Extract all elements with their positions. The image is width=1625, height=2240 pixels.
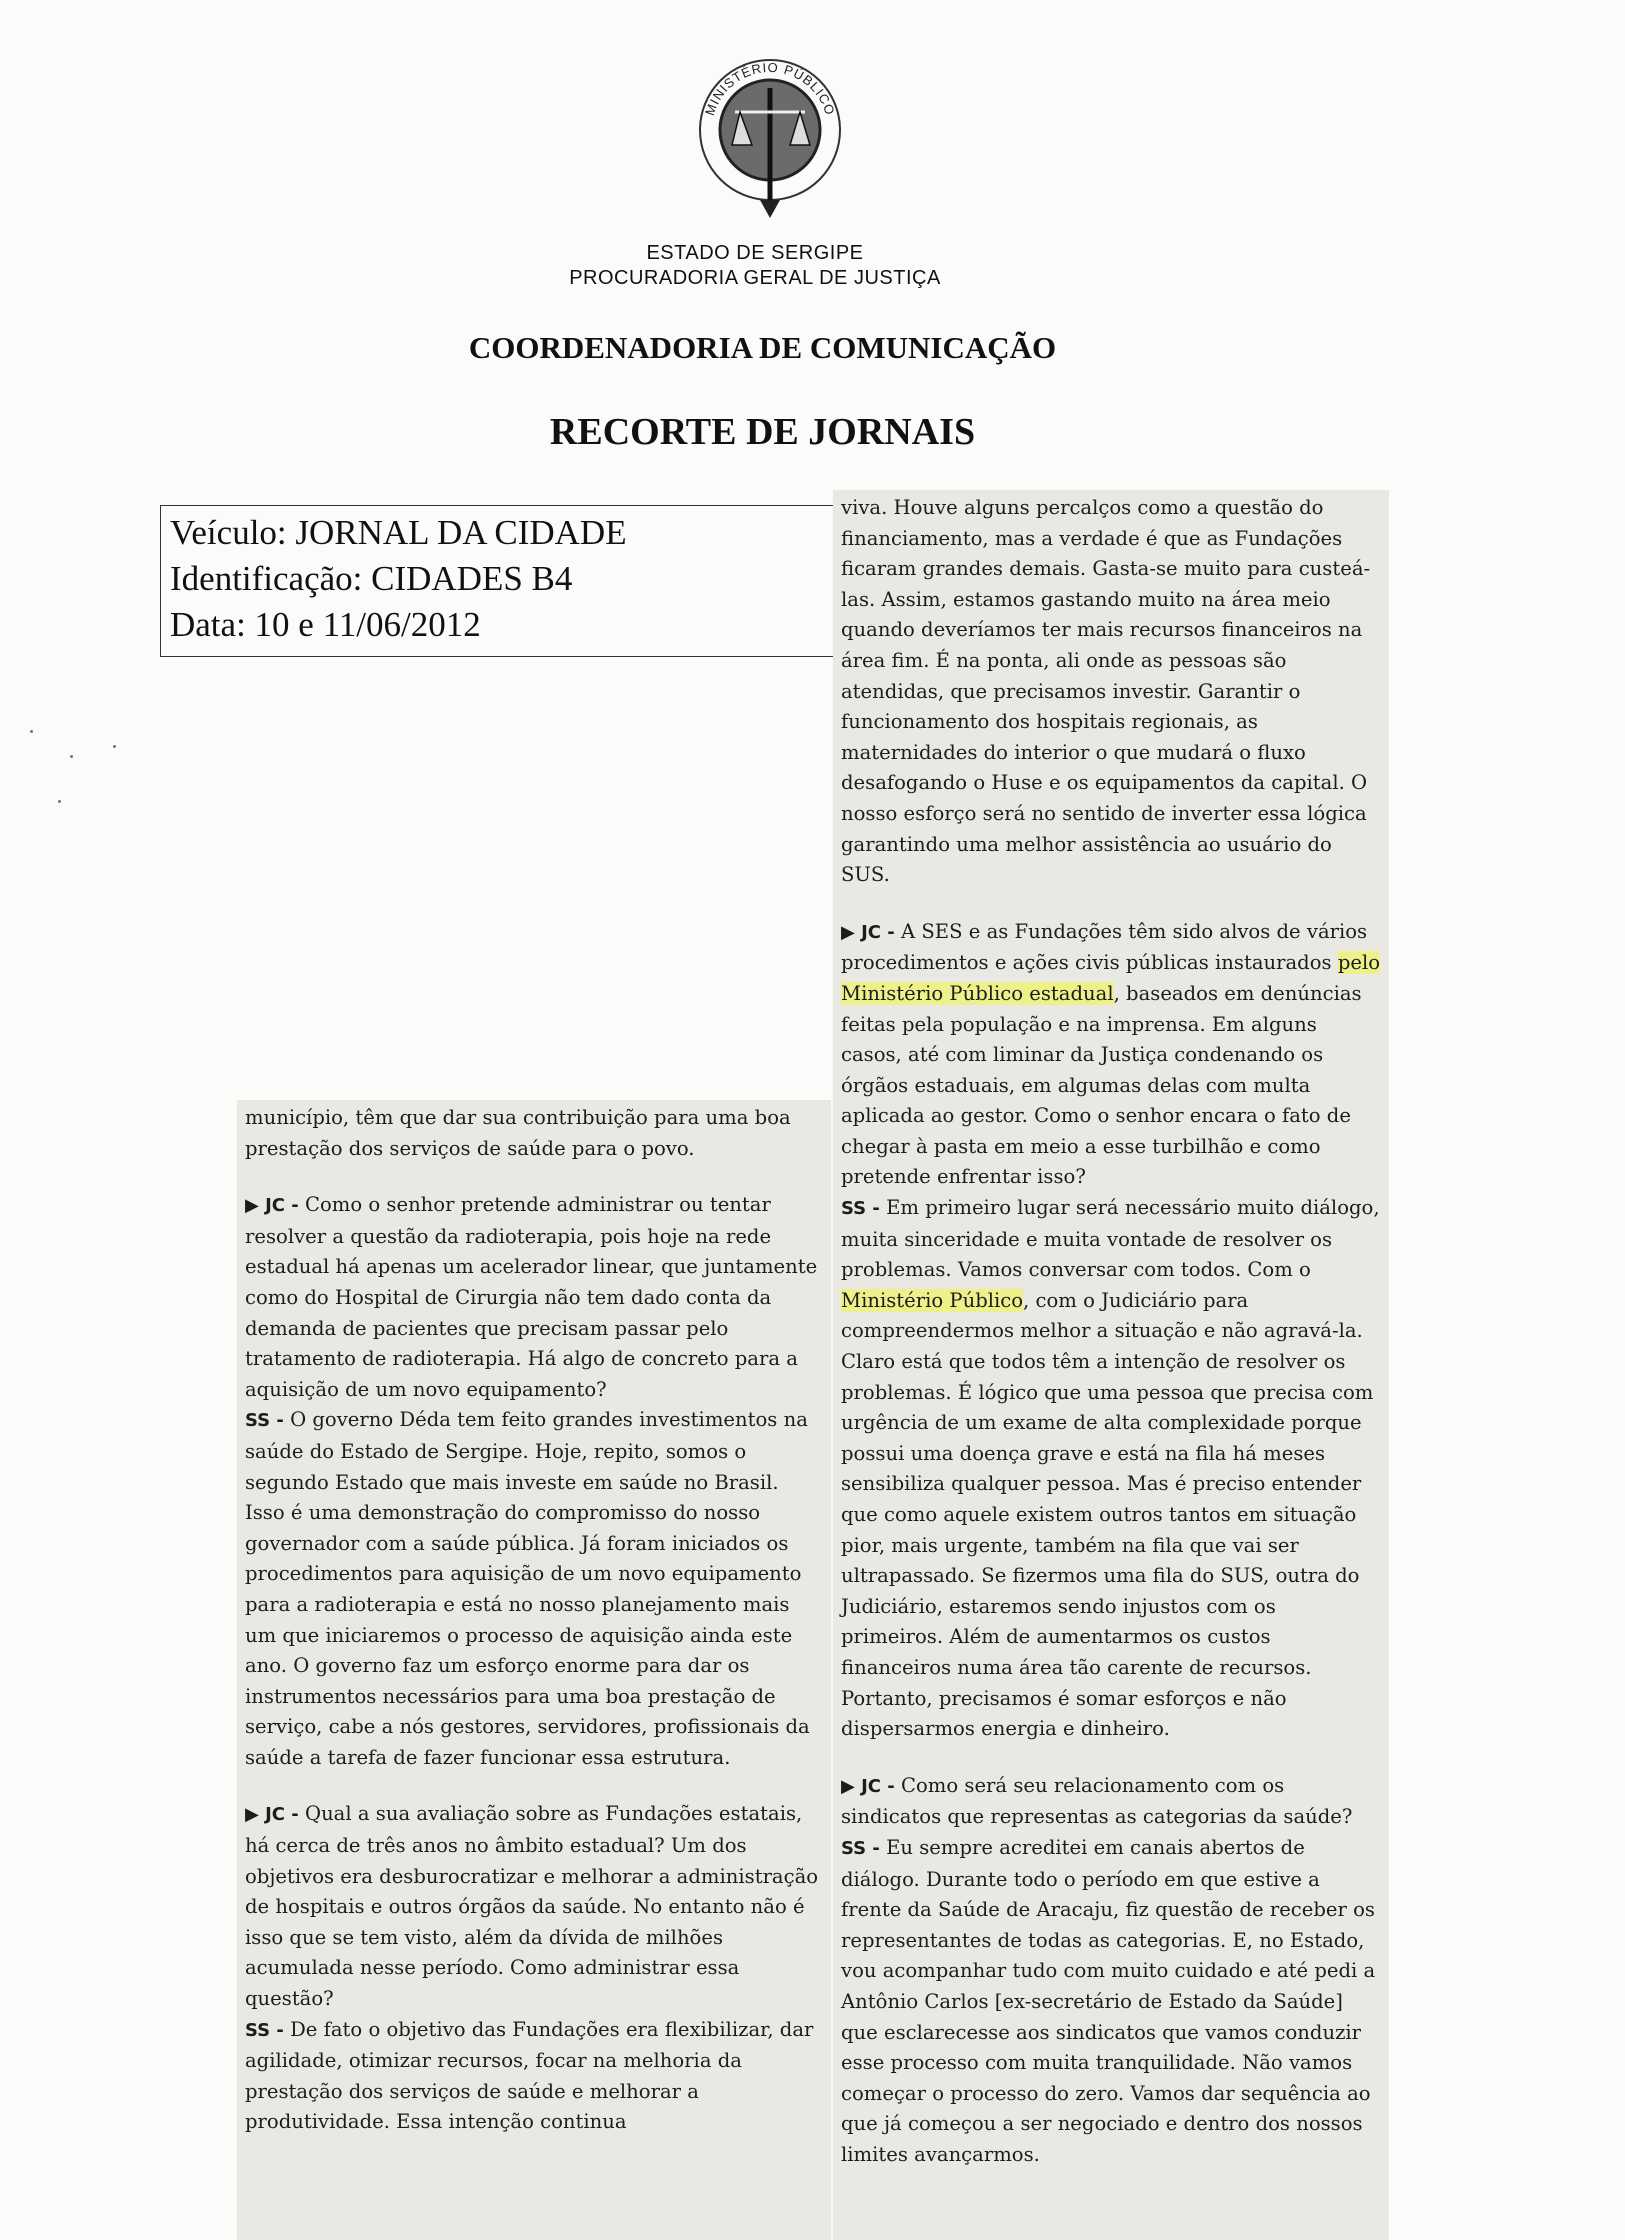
clipping-info: [170, 510, 810, 648]
scan-speck: [113, 745, 116, 748]
scan-speck: [70, 755, 73, 758]
answer-ss-1: SS - O governo Déda tem feito grandes investimentos na saúde do Estado de Sergipe. Hoje, repito, somos o segundo Estado que mais investe em saúde no Brasil. Isso é uma demonstração do compromisso do nosso governador com a saúde pública. Já foram iniciados os procedimentos para aquisição de um novo equipamento para a radioterapia e está no nosso planejamento mais um que iniciaremos o processo de aquisição ainda este ano. O governo faz um esforço enorme para dar os instrumentos necessários para uma boa prestação de serviço, cabe a nós gestores, servidores, profissionais da saúde a tarefa de fazer funcionar essa estrutura.: [245, 1408, 810, 1769]
answer-ss-3: SS - Em primeiro lugar será necessário muito diálogo, muita sinceridade e muita vontade de resolver os problemas. Vamos conversar com todos. Com o Ministério Público, com o Judiciário para compreendermos melhor a situação e não agravá-la. Claro está que todos têm a intenção de resolver os problemas. É lógico que uma pessoa que precisa com urgência de um exame de alta complexidade porque possui uma doença grave e está na fila há meses sensibiliza qualquer pessoa. Mas é preciso entender que como aquele existem outros tantos em situação pior, mais urgente, também na fila que vai ser ultrapassado. Se fizermos uma fila do SUS, outra do Judiciário, estaremos sendo injustos com os primeiros. Além de aumentarmos os custos financeiros numa área tão carente de recursos. Portanto, precisamos é somar esforços e não dispersarmos energia e dinheiro.: [841, 1196, 1380, 1741]
ministerio-publico-seal: [690, 50, 850, 220]
newspaper-clip-left: [237, 1100, 831, 2240]
highlight-ministerio-publico-estadual: pelo Ministério Público estadual: [841, 951, 1381, 1005]
answer-continuation: município, têm que dar sua contribuição para uma boa prestação dos serviços de saúde para o povo.: [245, 1106, 791, 1160]
answer-ss-2: SS - De fato o objetivo das Fundações era flexibilizar, dar agilidade, otimizar recursos, focar na melhoria da prestação dos serviços de saúde e melhorar a produtividade. Essa intenção continua: [245, 2017, 814, 2134]
state-name: ESTADO DE SERGIPE: [646, 242, 864, 264]
question-marker-icon: ▶: [245, 1804, 266, 1826]
answer-ss-4: SS - Eu sempre acreditei em canais abertos de diálogo. Durante todo o período em que estive a frente da Saúde de Aracaju, fiz questão de receber os representantes de todas as categorias. E, no Estado, vou acompanhar tudo com muito cuidado e até pedi a Antônio Carlos [ex-secretário de Estado da Saúde] que esclarecesse aos sindicatos que vamos conduzir esse processo com muita tranquilidade. Não vamos começar o processo do zero. Vamos dar sequência ao que já começou a ser negociado e dentro dos nossos limites avançarmos.: [841, 1835, 1376, 2166]
question-jc-4: ▶ JC - Como será seu relacionamento com os sindicatos que representas as categorias da saúde?: [841, 1773, 1353, 1829]
date-label: Data: 10 e 11/06/2012: [170, 605, 481, 644]
scan-speck: [30, 730, 33, 733]
seal-text: MINISTÉRIO PÚBLICO: [701, 59, 839, 118]
question-marker-icon: ▶: [245, 1195, 266, 1217]
section-title: RECORTE DE JORNAIS: [549, 411, 976, 453]
question-jc-3: ▶ JC - A SES e as Fundações têm sido alvos de vários procedimentos e ações civis públicas instaurados pelo Ministério Público estadual, baseados em denúncias feitas pela população e na imprensa. Em alguns casos, até com liminar da Justiça condenando os órgãos estaduais, em algumas delas com multa aplicada ao gestor. Como o senhor encara o fato de chegar à pasta em meio a esse turbilhão e como pretende enfrentar isso?: [841, 919, 1381, 1189]
question-marker-icon: ▶: [841, 921, 862, 943]
question-jc-1: ▶ JC - Como o senhor pretende administrar ou tentar resolver a questão da radioterapia, pois hoje na rede estadual há apenas um acelerador linear, que juntamente como do Hospital de Cirurgia não tem dado conta da demanda de pacientes que precisam passar pelo tratamento de radioterapia. Há algo de concreto para a aquisição de um novo equipamento?: [245, 1193, 818, 1401]
office-name: PROCURADORIA GERAL DE JUSTIÇA: [569, 267, 941, 289]
identification-label: Identificação: CIDADES B4: [170, 559, 573, 598]
department-title: COORDENADORIA DE COMUNICAÇÃO: [468, 330, 1057, 365]
newspaper-clip-right: [833, 490, 1389, 2240]
question-marker-icon: ▶: [841, 1775, 862, 1797]
scan-speck: [58, 800, 61, 803]
highlight-ministerio-publico: Ministério Público: [841, 1288, 1024, 1312]
answer-continuation: viva. Houve alguns percalços como a questão do financiamento, mas a verdade é que as Fundações ficaram grandes demais. Gasta-se muito para custeá-las. Assim, estamos gastando muito na área meio quando deveríamos ter mais recursos financeiros na área fim. É na ponta, ali onde as pessoas são atendidas, que precisamos investir. Garantir o funcionamento dos hospitais regionais, as maternidades do interior o que mudará o fluxo desafogando o Huse e os equipamentos da capital. O nosso esforço será no sentido de inverter essa lógica garantindo uma melhor assistência ao usuário do SUS.: [841, 496, 1371, 887]
vehicle-label: Veículo: JORNAL DA CIDADE: [170, 513, 627, 552]
question-jc-2: ▶ JC - Qual a sua avaliação sobre as Fundações estatais, há cerca de três anos no âmbito estadual? Um dos objetivos era desburocratizar e melhorar a administração de hospitais e outros órgãos da saúde. No entanto não é isso que se tem visto, além da dívida de milhões acumulada nesse período. Como administrar essa questão?: [245, 1802, 819, 2011]
